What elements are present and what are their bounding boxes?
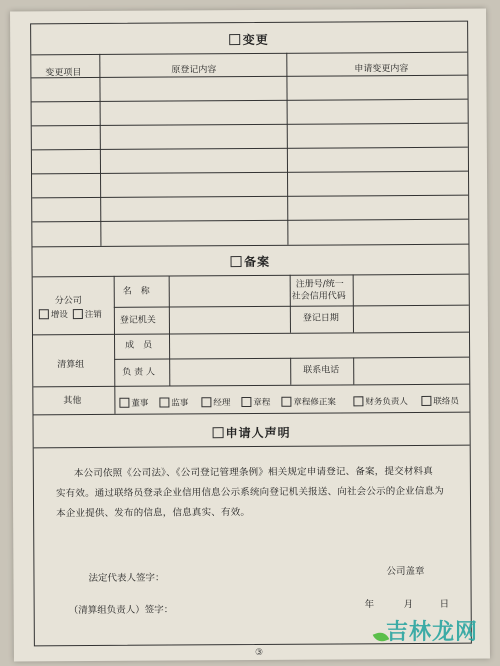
col-change-item: 变更项目 xyxy=(45,68,82,79)
reg-date-label: 登记日期 xyxy=(302,313,339,324)
form-paper xyxy=(10,9,490,662)
other-option-director[interactable]: 董事 xyxy=(119,397,148,409)
other-option-liaison[interactable]: 联络员 xyxy=(421,395,459,407)
other-option-articles[interactable]: 章程 xyxy=(241,396,270,408)
branch-cancel-checkbox[interactable] xyxy=(73,309,83,319)
registration-form xyxy=(30,21,472,647)
checkbox-icon[interactable] xyxy=(353,396,363,406)
branch-label: 分公司 xyxy=(54,296,82,307)
reg-no-label-1: 注册号/统一 xyxy=(295,279,344,290)
liquidation-signature-label: （清算组负责人）签字： xyxy=(68,604,174,617)
reg-authority-label: 登记机关 xyxy=(119,315,156,326)
other-option-manager[interactable]: 经理 xyxy=(201,396,230,408)
legal-rep-signature-label: 法定代表人签字： xyxy=(88,572,165,584)
col-new-content: 申请变更内容 xyxy=(354,64,409,75)
declaration-line-1: 本公司依照《公司法》、《公司登记管理条例》相关规定申请登记、备案，提交材料真 xyxy=(73,465,433,480)
declaration-checkbox[interactable] xyxy=(213,427,224,438)
other-label: 其他 xyxy=(63,396,82,407)
date-month: 月 xyxy=(403,599,414,611)
name-label: 名 称 xyxy=(122,286,150,297)
other-option-finance-head[interactable]: 财务负责人 xyxy=(353,395,408,407)
checkbox-icon[interactable] xyxy=(241,397,251,407)
branch-cancel-option[interactable]: 注销 xyxy=(73,308,102,320)
other-option-articles-amendment[interactable]: 章程修正案 xyxy=(281,395,336,407)
checkbox-icon[interactable] xyxy=(119,398,129,408)
col-original-content: 原登记内容 xyxy=(171,65,217,76)
company-seal-label: 公司盖章 xyxy=(386,565,425,578)
date-year: 年 xyxy=(364,599,375,611)
filing-section-header: 备案 xyxy=(33,252,469,272)
page-number: ③ xyxy=(254,647,264,658)
filing-checkbox[interactable] xyxy=(231,256,242,267)
branch-add-option[interactable]: 增设 xyxy=(39,308,68,320)
declaration-section-header: 申请人声明 xyxy=(34,423,470,443)
members-label: 成 员 xyxy=(125,340,153,351)
liquidation-label: 清算组 xyxy=(57,360,85,371)
other-option-supervisor[interactable]: 监事 xyxy=(159,396,188,408)
leader-label: 负 责 人 xyxy=(122,367,155,378)
checkbox-icon[interactable] xyxy=(159,397,169,407)
phone-label: 联系电话 xyxy=(303,365,340,376)
checkbox-icon[interactable] xyxy=(281,397,291,407)
change-checkbox[interactable] xyxy=(230,34,241,45)
reg-no-label-2: 社会信用代码 xyxy=(291,291,346,302)
declaration-line-3: 本企业提供、发布的信息，信息真实、有效。 xyxy=(56,507,251,520)
change-section-header: 变更 xyxy=(31,30,467,50)
checkbox-icon[interactable] xyxy=(421,396,431,406)
branch-add-checkbox[interactable] xyxy=(39,309,49,319)
watermark-logo: 吉林龙网 xyxy=(385,620,478,645)
declaration-line-2: 实有效。通过联络员登录企业信用信息公示系统向登记机关报送、向社会公示的企业信息为 xyxy=(55,485,445,500)
date-day: 日 xyxy=(439,598,450,610)
checkbox-icon[interactable] xyxy=(201,397,211,407)
